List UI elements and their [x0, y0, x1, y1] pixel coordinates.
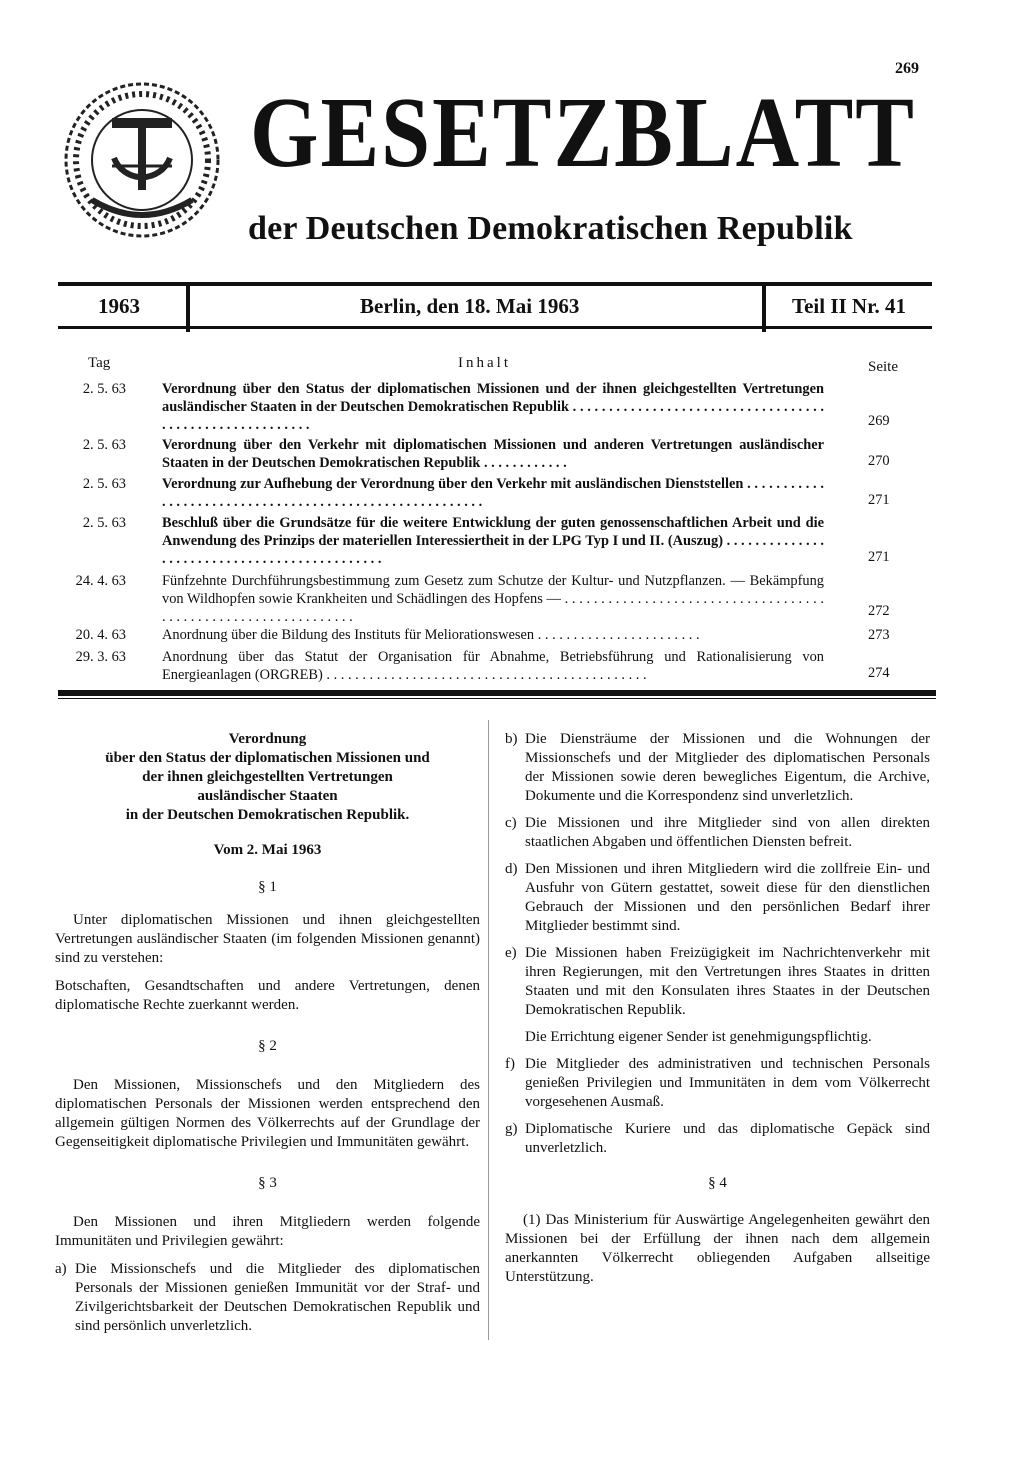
masthead-title: GESETZBLATT	[250, 77, 916, 189]
section-rule	[58, 690, 936, 696]
toc-page: 273	[868, 627, 890, 643]
decree-title-line: über den Status der diplomatischen Missionen und	[105, 750, 430, 766]
decree-title-line: in der Deutschen Demokratischen Republik.	[125, 807, 410, 823]
paragraph: Die Errichtung eigener Sender ist genehmigungspflichtig.	[525, 1029, 872, 1045]
toc-entry	[60, 380, 910, 433]
list-item	[505, 1055, 930, 1112]
issue-bar	[58, 282, 932, 329]
toc-entry	[60, 648, 910, 684]
paragraph: (1) Das Ministerium für Auswärtige Angelegenheiten gewährt den Missionen bei der Erfüllung der ihnen nach dem allgemein anerkannten Völkerrecht obliegenden Aufgaben allseitige Unterstützung.	[505, 1212, 930, 1285]
toc-title: Beschluß über die Grundsätze für die weitere Entwicklung der guten genossenschaftlichen Arbeit und die Anwendung des Prinzips der materiellen Interessiertheit in der LPG Typ I und II. (Auszug) . . . . . . . . . . . . . . . . . . . . . . . . . . . . . . . . . . . . . . . . . . . . .	[162, 515, 824, 567]
list-item	[55, 1260, 480, 1336]
toc-page: 271	[868, 549, 890, 565]
toc-entry	[60, 572, 910, 626]
list-item-label: d)	[505, 861, 518, 877]
list-item	[505, 1120, 930, 1158]
toc-title: Anordnung über die Bildung des Instituts für Meliorationswesen . . . . . . . . . . . . . . . . . . . . . . .	[162, 627, 700, 643]
toc-header-contents: Inhalt	[458, 355, 511, 371]
toc-title: Verordnung über den Verkehr mit diplomatischen Missionen und anderen Vertretungen ausländischer Staaten in der Deutschen Demokratischen Republik . . . . . . . . . . . .	[162, 437, 824, 471]
toc-entry	[60, 475, 910, 511]
list-item	[505, 860, 930, 936]
list-item-text: Die Mitglieder des administrativen und technischen Personals genießen Privilegien und Immunitäten in dem vom Völkerrecht vorgesehenen Ausmaß.	[525, 1056, 930, 1110]
toc-title: Fünfzehnte Durchführungsbestimmung zum Gesetz zum Schutze der Kultur- und Nutzpflanzen. — Bekämpfung von Wildhopfen sowie Krankheiten und Schädlingen des Hopfens — . . . . . . . . . . . . . . . . . . . . . . . . . . . . . . . . . . . . . . . . . . . . . . . . . . . . . . . . . . . . . . .	[162, 573, 824, 625]
section-heading: § 3	[258, 1175, 277, 1191]
section-heading: § 4	[708, 1175, 727, 1191]
list-item-text: Die Missionschefs und die Mitglieder des diplomatischen Personals der Missionen genießen Immunität vor der Straf- und Zivilgerichtsbarkeit der Deutschen Demokratischen Republik und sind persönlich unverletzlich.	[75, 1261, 480, 1334]
section-rule	[58, 698, 936, 699]
list-item-label: f)	[505, 1056, 515, 1072]
decree-title	[55, 730, 480, 825]
toc-date: 2. 5. 63	[82, 381, 126, 397]
decree-title-line: Verordnung	[228, 731, 307, 747]
list-item-text: Den Missionen und ihren Mitgliedern wird die zollfreie Ein- und Ausfuhr von Gütern gestattet, soweit diese für den dienstlichen Gebrauch der Missionen und den persönlichen Bedarf ihrer Mitglieder bestimmt sind.	[525, 861, 930, 934]
list-item	[505, 814, 930, 852]
toc-header-day: Tag	[88, 355, 111, 371]
toc-entry	[60, 626, 910, 644]
toc-date: 29. 3. 63	[75, 649, 126, 665]
toc-title: Anordnung über das Statut der Organisation für Abnahme, Betriebsführung und Rationalisierung von Energieanlagen (ORGREB) . . . . . . . . . . . . . . . . . . . . . . . . . . . . . . . . . . . . . . . . . . . . .	[162, 649, 824, 683]
list-item-label: c)	[505, 815, 517, 831]
list-item	[505, 730, 930, 806]
decree-title-line: ausländischer Staaten	[197, 788, 338, 804]
toc-page: 271	[868, 492, 890, 508]
list-item-label: a)	[55, 1261, 67, 1277]
issue-part-number: Teil II Nr. 41	[792, 293, 906, 318]
toc-date: 2. 5. 63	[82, 437, 126, 453]
list-item-text: Die Missionen haben Freizügigkeit im Nachrichtenverkehr mit ihren Regierungen, mit den Vertretungen ihres Staates in dritten Staaten und mit den Konsulaten ihres Staates in der Deutschen Demokratischen Republik.	[525, 945, 930, 1018]
toc-date: 2. 5. 63	[82, 515, 126, 531]
paragraph: Den Missionen, Missionschefs und den Mitgliedern des diplomatischen Personals der Missionen werden entsprechend den allgemein gültigen Normen des Völkerrechts auf der Grundlage der Gegenseitigkeit diplomatische Privilegien und Immunitäten gewährt.	[55, 1077, 480, 1150]
column-divider	[488, 720, 489, 1340]
section-heading: § 1	[258, 879, 277, 895]
toc-date: 20. 4. 63	[75, 627, 126, 643]
issue-place-date: Berlin, den 18. Mai 1963	[360, 293, 580, 318]
list-item-text: Die Missionen und ihre Mitglieder sind von allen direkten staatlichen Abgaben und öffentlichen Diensten befreit.	[525, 815, 930, 850]
decree-column-right	[505, 730, 930, 1296]
list-item-label: g)	[505, 1121, 518, 1137]
toc-page: 272	[868, 603, 890, 619]
toc-page: 269	[868, 413, 890, 429]
toc-title: Verordnung über den Status der diplomatischen Missionen und der ihnen gleichgestellten Vertretungen ausländischer Staaten in der Deutschen Demokratischen Republik . . . . . . . . . . . . . . . . . . . . . . . . . . . . . . . . . . . . . . . . . . . . . . . . . . . . . . . .	[162, 381, 824, 433]
section-heading: § 2	[258, 1038, 277, 1054]
masthead-subtitle: der Deutschen Demokratischen Republik	[248, 210, 853, 247]
list-item-label: b)	[505, 731, 518, 747]
toc-entry	[60, 436, 910, 472]
issue-divider	[186, 286, 190, 332]
toc-header-page: Seite	[868, 359, 898, 375]
decree-title-line: der ihnen gleichgestellten Vertretungen	[142, 769, 393, 785]
paragraph: Botschaften, Gesandtschaften und andere Vertretungen, denen diplomatische Rechte zuerkannt werden.	[55, 978, 480, 1013]
toc-page: 274	[868, 665, 890, 681]
state-emblem-icon	[62, 80, 222, 240]
decree-date: Vom 2. Mai 1963	[213, 842, 322, 858]
list-item	[505, 944, 930, 1020]
issue-divider	[762, 286, 766, 332]
paragraph: Den Missionen und ihren Mitgliedern werden folgende Immunitäten und Privilegien gewährt:	[55, 1214, 480, 1249]
paragraph: Unter diplomatischen Missionen und ihnen gleichgestellten Vertretungen ausländischer Staaten (im folgenden Missionen genannt) sind zu verstehen:	[55, 912, 480, 966]
toc-date: 24. 4. 63	[75, 573, 126, 589]
decree-column-left	[55, 730, 480, 1344]
toc-date: 2. 5. 63	[82, 476, 126, 492]
page-number: 269	[895, 60, 919, 77]
toc-entry	[60, 514, 910, 568]
list-item-text: Diplomatische Kuriere und das diplomatische Gepäck sind unverletzlich.	[525, 1121, 930, 1156]
list-item-text: Die Diensträume der Missionen und die Wohnungen der Missionschefs und der Mitglieder des diplomatischen Personals der Missionen sowie deren bewegliches Eigentum, die Archive, Dokumente und die Korrespondenz sind unverletzlich.	[525, 731, 930, 804]
issue-year: 1963	[98, 293, 140, 318]
toc-page: 270	[868, 453, 890, 469]
toc-title: Verordnung zur Aufhebung der Verordnung über den Verkehr mit ausländischen Dienststellen . . . . . . . . . . . . . . . . . . . . . . . . . . . . . . . . . . . . . . . . . . . . . . . . . . . . . . . .	[162, 476, 824, 510]
list-item-label: e)	[505, 945, 517, 961]
toc-header	[60, 355, 910, 377]
